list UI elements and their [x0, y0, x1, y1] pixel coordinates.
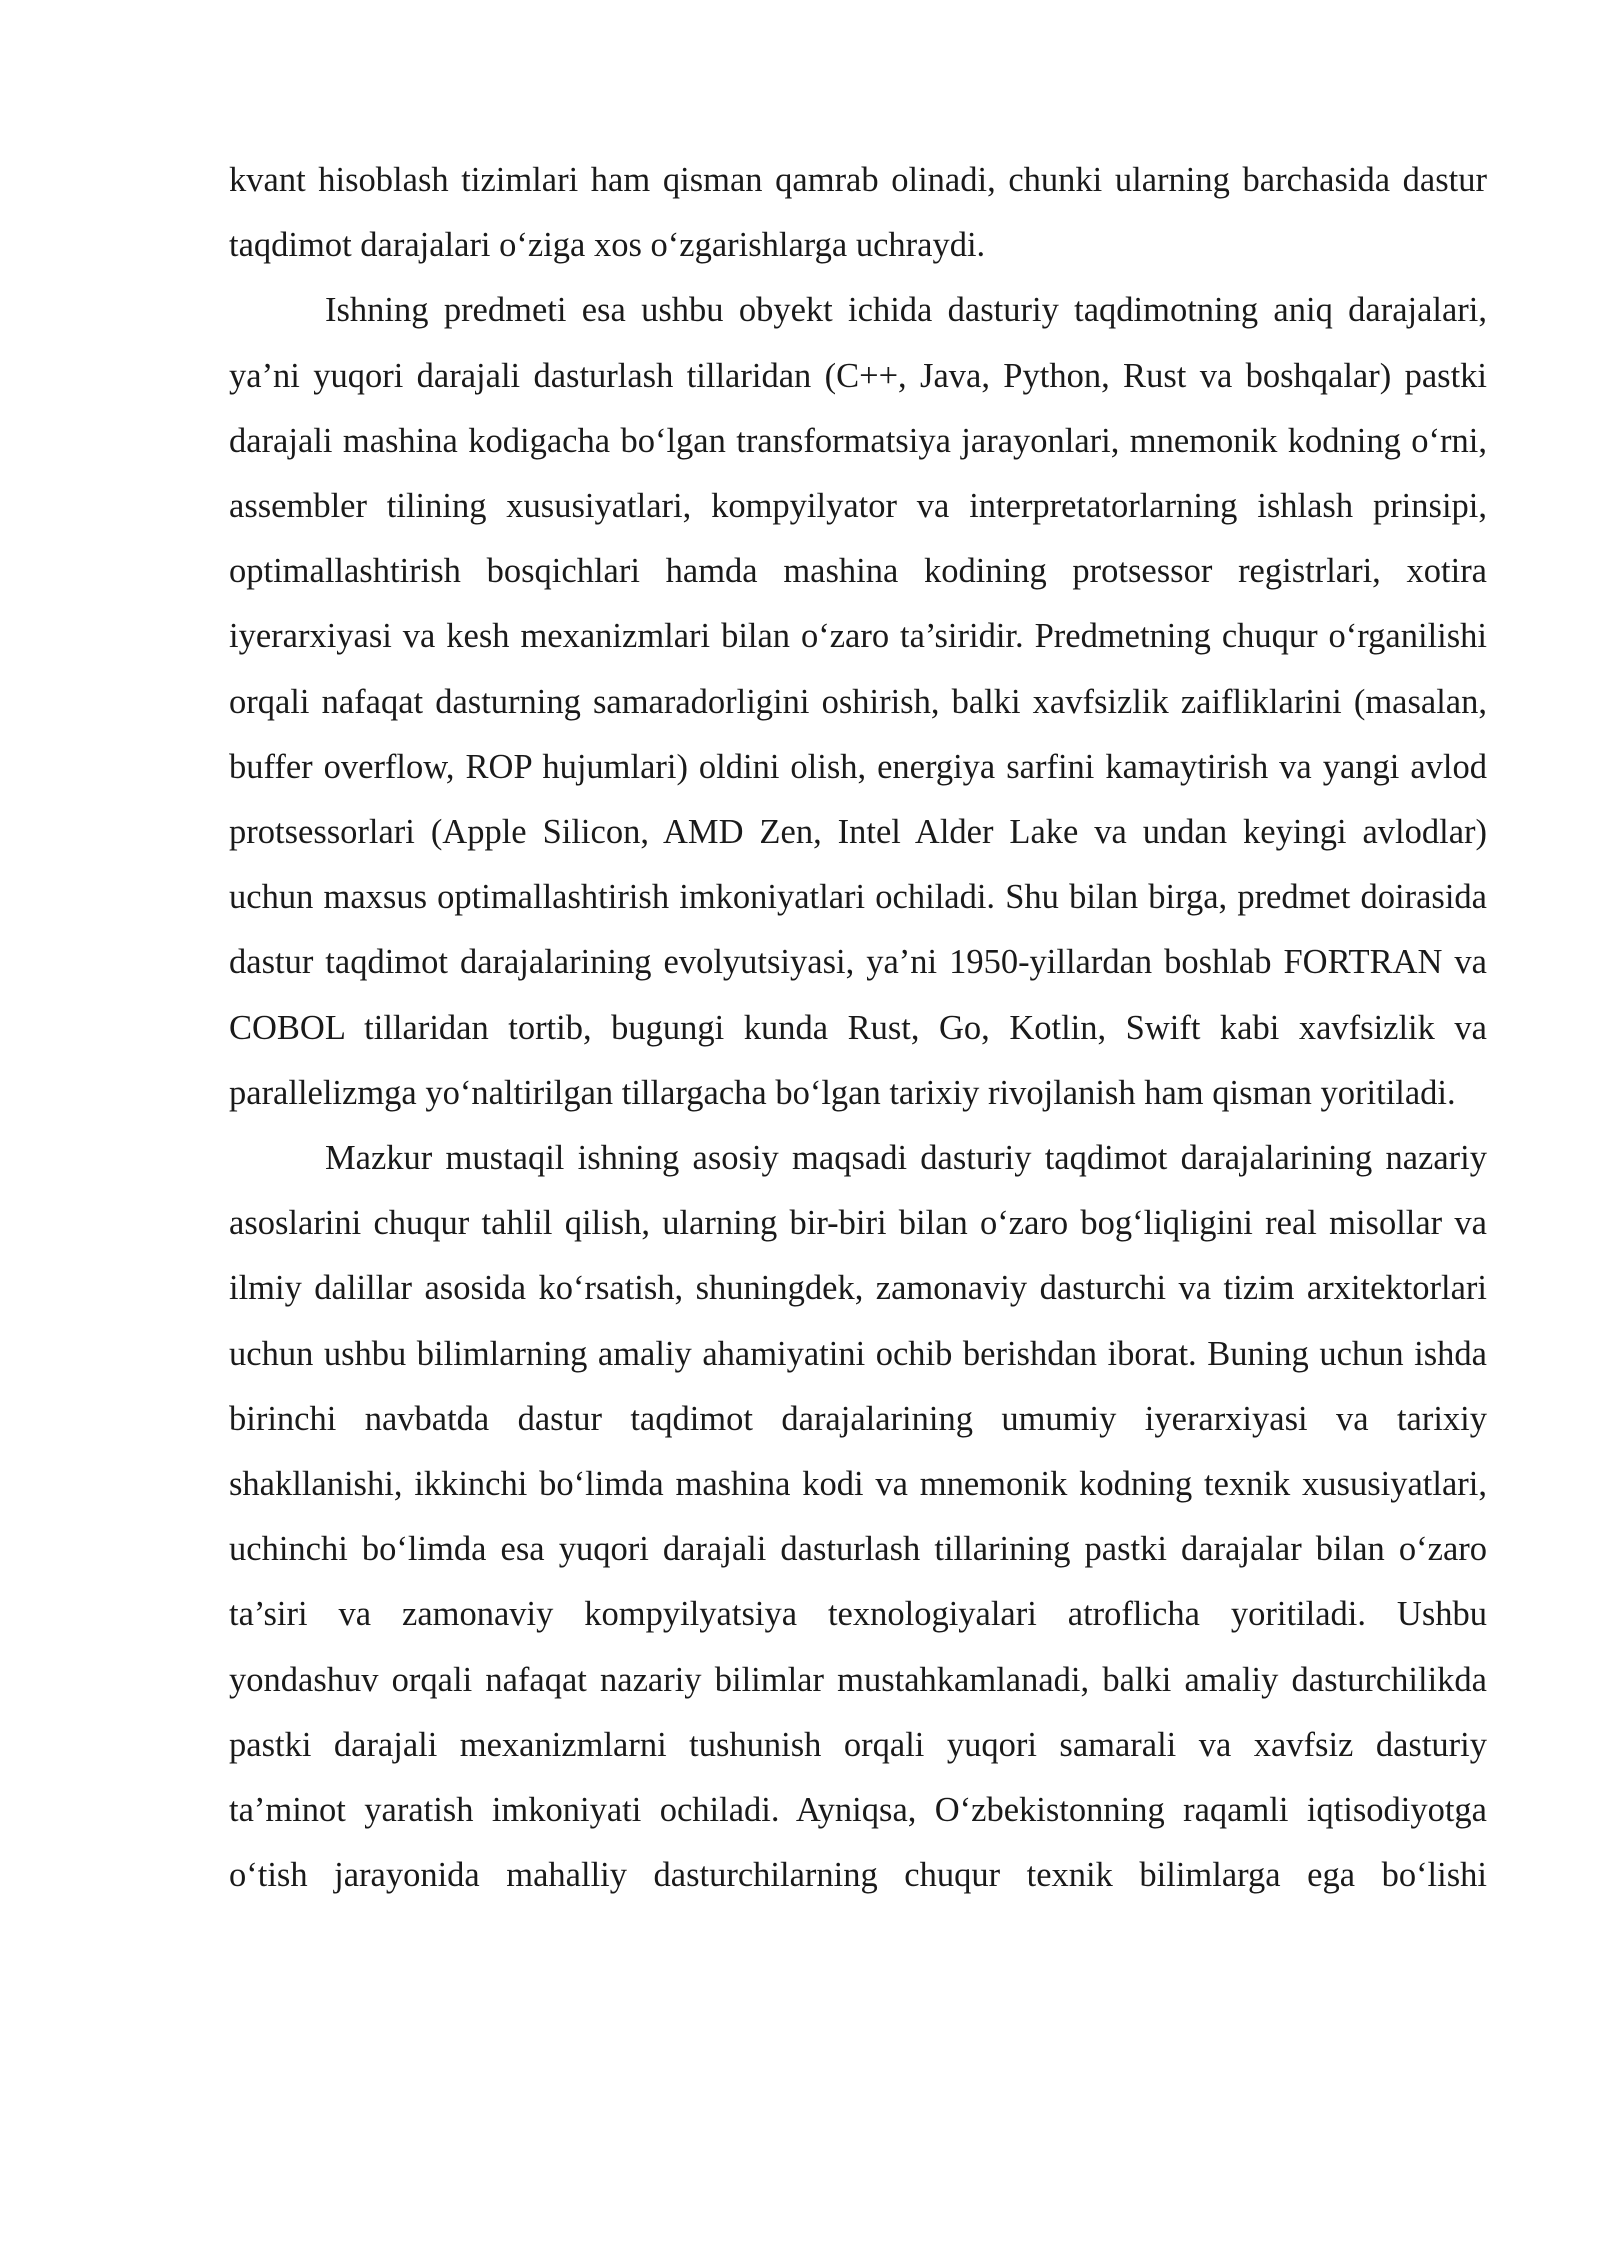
paragraph-subject: Ishning predmeti esa ushbu obyekt ichida dasturiy taqdimotning aniq darajalari, ya’ni yuqori darajali dasturlash tillaridan (C++, Java, Python, Rust va boshqalar) pastki darajali mashina kodigacha bo‘lgan transformatsiya jarayonlari, mnemonik kodning o‘rni, assembler tilining xususiyatlari, kompyilyator va interpretatorlarning ishlash prinsipi, optimallashtirish bosqichlari hamda mashina kodining protsessor registrlari, xotira iyerarxiyasi va kesh mexanizmlari bilan o‘zaro ta’siridir. Predmetning chuqur o‘rganilishi orqali nafaqat dasturning samaradorligini oshirish, balki xavfsizlik zaifliklarini (masalan, buffer overflow, ROP hujumlari) oldini olish, energiya sarfini kamaytirish va yangi avlod protsessorlari (Apple Silicon, AMD Zen, Intel Alder Lake va undan keyingi avlodlar) uchun maxsus optimallashtirish imkoniyatlari ochiladi. Shu bilan birga, predmet doirasida dastur taqdimot darajalarining evolyutsiyasi, ya’ni 1950-yillardan boshlab FORTRAN va COBOL tillaridan tortib, bugungi kunda Rust, Go, Kotlin, Swift kabi xavfsizlik va parallelizmga yo‘naltirilgan tillargacha bo‘lgan tarixiy rivojlanish ham qisman yoritiladi. — [229, 291, 1487, 1112]
body-text — [229, 148, 1487, 1908]
paragraph-goal: Mazkur mustaqil ishning asosiy maqsadi dasturiy taqdimot darajalarining nazariy asoslarini chuqur tahlil qilish, ularning bir-biri bilan o‘zaro bog‘liqligini real misollar va ilmiy dalillar asosida ko‘rsatish, shuningdek, zamonaviy dasturchi va tizim arxitektorlari uchun ushbu bilimlarning amaliy ahamiyatini ochib berishdan iborat. Buning uchun ishda birinchi navbatda dastur taqdimot darajalarining umumiy iyerarxiyasi va tarixiy shakllanishi, ikkinchi bo‘limda mashina kodi va mnemonik kodning texnik xususiyatlari, uchinchi bo‘limda esa yuqori darajali dasturlash tillarining pastki darajalar bilan o‘zaro ta’siri va zamonaviy kompyilyatsiya texnologiyalari atroflicha yoritiladi. Ushbu yondashuv orqali nafaqat nazariy bilimlar mustahkamlanadi, balki amaliy dasturchilikda pastki darajali mexanizmlarni tushunish orqali yuqori samarali va xavfsiz dasturiy ta’minot yaratish imkoniyati ochiladi. Ayniqsa, O‘zbekistonning raqamli iqtisodiyotga o‘tish jarayonida mahalliy dasturchilarning chuqur texnik bilimlarga ega bo‘lishi — [229, 1139, 1487, 1895]
paragraph-continuation: kvant hisoblash tizimlari ham qisman qamrab olinadi, chunki ularning barchasida dastur taqdimot darajalari o‘ziga xos o‘zgarishlarga uchraydi. — [229, 161, 1487, 265]
